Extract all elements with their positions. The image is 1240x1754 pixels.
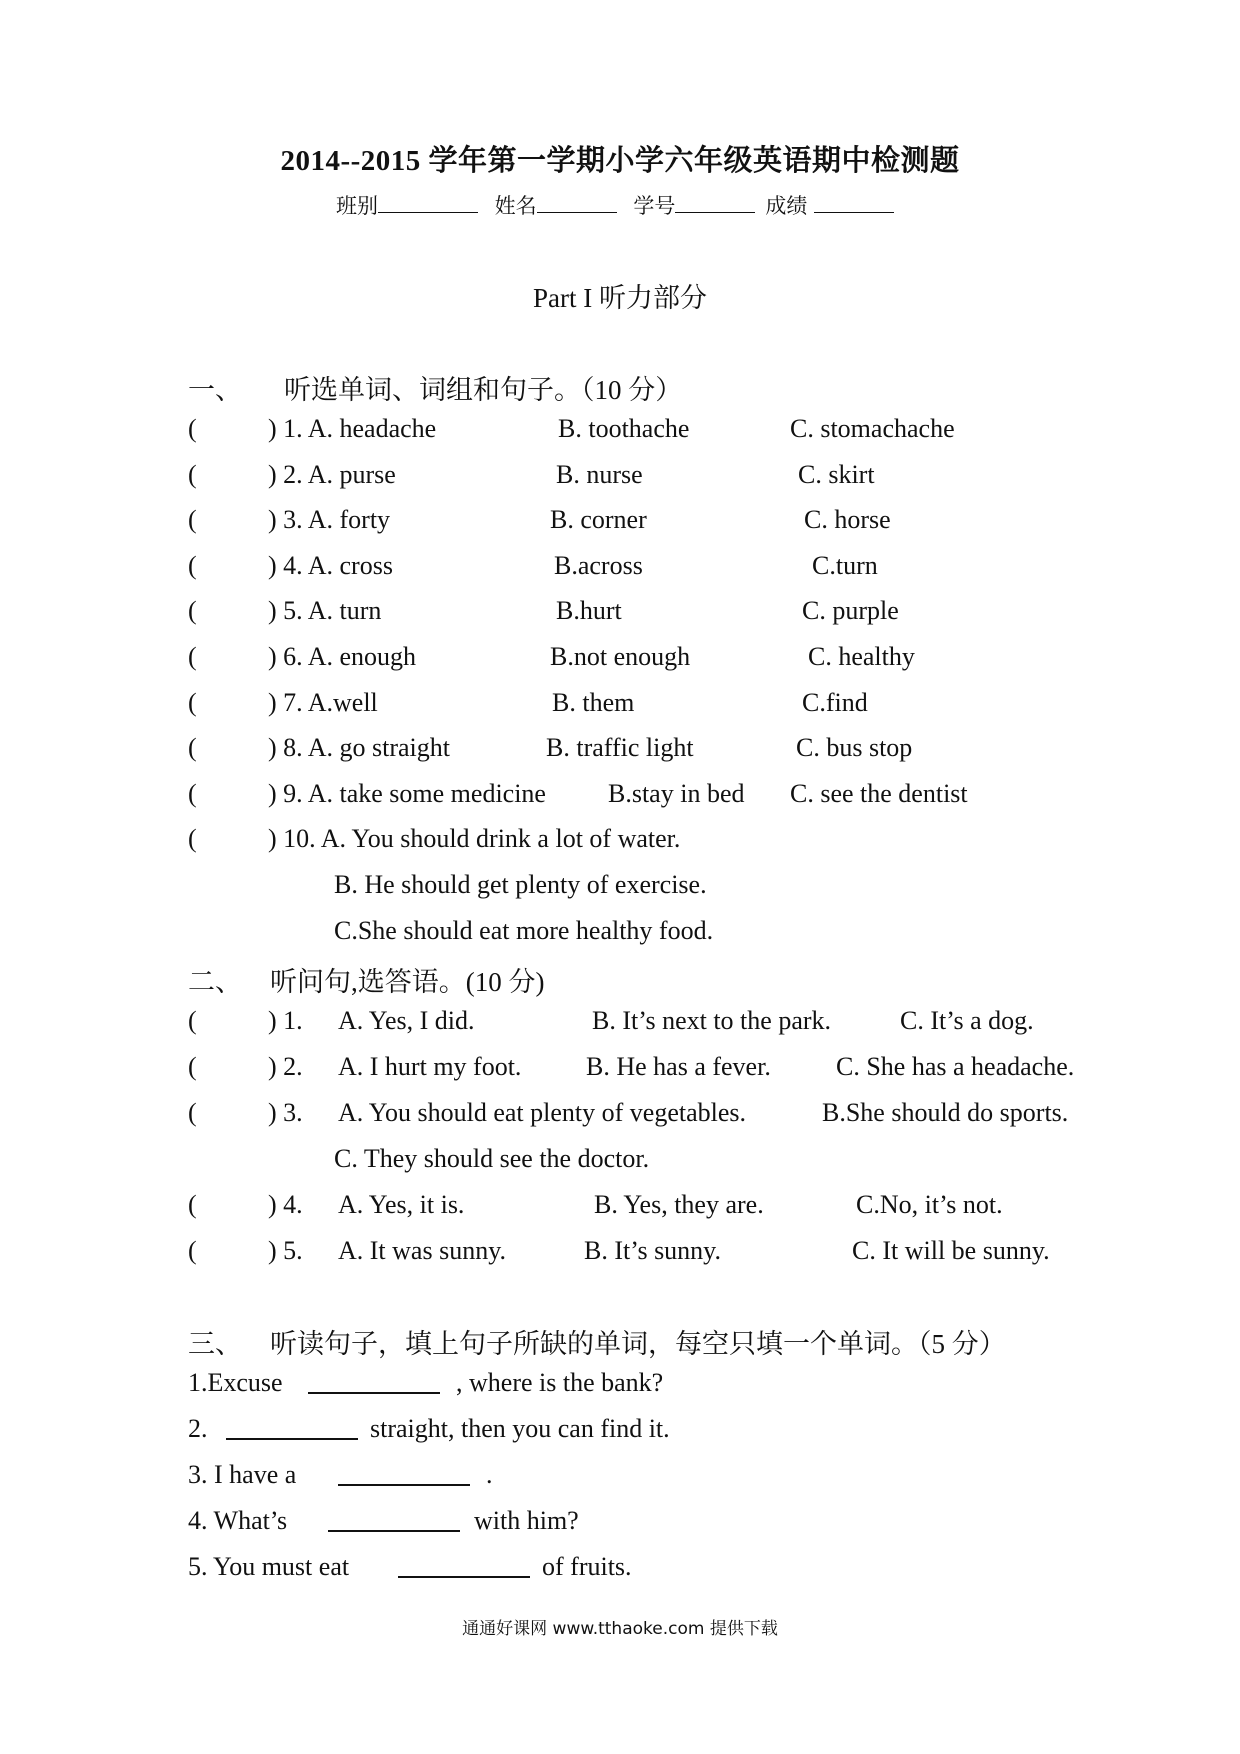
section-3-number: 三、 — [188, 1329, 242, 1359]
answer-paren-open[interactable]: ( — [188, 1098, 197, 1127]
option-b: B. He has a fever. — [586, 1052, 771, 1081]
score-blank[interactable] — [814, 194, 894, 213]
option-c: C. It will be sunny. — [852, 1236, 1050, 1265]
option-b: B.hurt — [556, 596, 622, 626]
question-number-option-a: ) 3. A. forty — [268, 505, 391, 535]
answer-paren-open[interactable]: ( — [188, 596, 197, 626]
answer-paren-open[interactable]: ( — [188, 1236, 197, 1265]
sentence-end: of fruits. — [542, 1552, 632, 1581]
section-1-heading — [188, 368, 682, 407]
student-number-blank[interactable] — [675, 194, 755, 213]
fill-in-row — [188, 1414, 1088, 1448]
section-3-title: 听读句子，填上句子所缺的单词，每空只填一个单词。（5 分） — [270, 1329, 1006, 1359]
option-b: B. toothache — [558, 414, 690, 443]
question-row — [188, 779, 1088, 813]
question-number-option-a: ) 2. A. purse — [268, 459, 396, 489]
part-title: Part I 听力部分 — [533, 283, 707, 313]
option-a: A. It was sunny. — [338, 1236, 507, 1265]
option-c: C.turn — [812, 550, 878, 580]
question-row — [188, 1190, 1148, 1224]
fill-in-row — [188, 1368, 1088, 1402]
question-row — [188, 1006, 1148, 1040]
fill-in-row — [188, 1460, 1088, 1494]
option-b: B. corner — [550, 505, 647, 535]
footer-credit: 通通好课网 www.tthaoke.com 提供下载 — [462, 1619, 778, 1639]
answer-paren-open[interactable]: ( — [188, 1006, 197, 1035]
option-c: C. stomachache — [790, 414, 955, 443]
question-number: ) 2. — [268, 1052, 303, 1081]
option-b: B.across — [554, 550, 643, 580]
question-row — [188, 596, 1088, 630]
class-blank[interactable] — [378, 194, 478, 213]
option-a: A. Yes, I did. — [338, 1006, 475, 1035]
option-b: B.stay in bed — [608, 778, 745, 808]
answer-paren-open[interactable]: ( — [188, 733, 197, 763]
option-b: B. nurse — [556, 459, 643, 489]
answer-paren-open[interactable]: ( — [188, 824, 197, 853]
exam-title: 2014--2015 学年第一学期小学六年级英语期中检测题 — [280, 145, 960, 177]
name-label: 姓名 — [494, 194, 537, 218]
sentence-start: 2. — [188, 1414, 208, 1443]
question-row — [188, 414, 1088, 448]
answer-paren-open[interactable]: ( — [188, 550, 197, 580]
option-a: A. I hurt my foot. — [338, 1052, 522, 1081]
option-c: C. It’s a dog. — [900, 1006, 1034, 1035]
question-row — [188, 642, 1088, 676]
answer-paren-open[interactable]: ( — [188, 1190, 197, 1219]
sentence-end: , where is the bank? — [456, 1368, 664, 1397]
option-c: C. horse — [804, 505, 891, 535]
question-row — [188, 733, 1088, 767]
option-a: A. Yes, it is. — [338, 1190, 465, 1219]
section-2-heading — [188, 960, 544, 999]
option-c: C. purple — [802, 596, 899, 626]
answer-paren-open[interactable]: ( — [188, 505, 197, 535]
option-c: C. bus stop — [796, 733, 913, 763]
section-1-title: 听选单词、词组和句子。（10 分） — [284, 375, 683, 405]
question-number-option-a: ) 1. A. headache — [268, 414, 437, 443]
question-row — [188, 505, 1088, 539]
question-number-option-a: ) 7. A.well — [268, 687, 378, 717]
question-number-option-a: ) 9. A. take some medicine — [268, 778, 546, 808]
option-b: B. It’s next to the park. — [592, 1006, 832, 1035]
option-b: B.not enough — [550, 642, 691, 671]
question-number-option-a: ) 5. A. turn — [268, 596, 382, 626]
question-number-option-a: ) 6. A. enough — [268, 642, 417, 671]
section-2-number: 二、 — [188, 967, 242, 997]
sentence-start: 4. What’s — [188, 1506, 288, 1535]
question-number: ) 3. — [268, 1098, 303, 1127]
option-c: C. see the dentist — [790, 778, 968, 808]
option-b: B. traffic light — [546, 733, 694, 763]
answer-blank[interactable] — [338, 1460, 470, 1486]
answer-blank[interactable] — [308, 1368, 440, 1394]
question-row — [188, 688, 1088, 722]
option-b: B.She should do sports. — [822, 1098, 1069, 1127]
sentence-start: 1.Excuse — [188, 1368, 283, 1397]
section-1-number: 一、 — [188, 375, 242, 405]
question-number: ) 1. — [268, 1006, 303, 1035]
question-row — [188, 1052, 1148, 1086]
section-3-heading — [188, 1322, 1006, 1361]
answer-paren-open[interactable]: ( — [188, 414, 197, 443]
question-row — [188, 1236, 1148, 1270]
option-c: C.No, it’s not. — [856, 1190, 1003, 1219]
score-label: 成绩 — [765, 194, 808, 218]
question-10-option-c: C.She should eat more healthy food. — [334, 916, 714, 945]
section-2-title: 听问句,选答语。(10 分) — [270, 967, 545, 997]
answer-blank[interactable] — [398, 1552, 530, 1578]
option-b: B. It’s sunny. — [584, 1236, 721, 1265]
answer-paren-open[interactable]: ( — [188, 459, 197, 489]
option-b: B. them — [552, 687, 635, 717]
question-number: ) 4. — [268, 1190, 303, 1219]
option-c: C. She has a headache. — [836, 1052, 1075, 1081]
answer-blank[interactable] — [328, 1506, 460, 1532]
fill-in-row — [188, 1506, 1088, 1540]
answer-paren-open[interactable]: ( — [188, 642, 197, 671]
question-row — [188, 1098, 1148, 1132]
question-number-option-a: ) 8. A. go straight — [268, 733, 450, 763]
class-label: 班别 — [335, 194, 378, 218]
question-10-option-a: ) 10. A. You should drink a lot of water. — [268, 824, 681, 853]
option-c: C. healthy — [808, 642, 915, 671]
answer-blank[interactable] — [226, 1414, 358, 1440]
question-number: ) 5. — [268, 1236, 303, 1265]
fill-in-row — [188, 1552, 1088, 1586]
question-3-option-c: C. They should see the doctor. — [334, 1144, 650, 1173]
option-b: B. Yes, they are. — [594, 1190, 764, 1219]
question-row — [188, 460, 1088, 494]
answer-paren-open[interactable]: ( — [188, 687, 197, 717]
name-blank[interactable] — [537, 194, 617, 213]
question-row — [188, 551, 1088, 585]
option-c: C.find — [802, 687, 868, 717]
sentence-start: 5. You must eat — [188, 1552, 350, 1581]
answer-paren-open[interactable]: ( — [188, 778, 197, 808]
sentence-end: . — [486, 1460, 493, 1489]
student-info-line — [0, 190, 1240, 220]
sentence-end: with him? — [474, 1506, 579, 1535]
option-a: A. You should eat plenty of vegetables. — [338, 1098, 747, 1127]
sentence-end: straight, then you can find it. — [370, 1414, 670, 1443]
student-number-label: 学号 — [633, 194, 676, 218]
question-number-option-a: ) 4. A. cross — [268, 550, 393, 580]
question-row — [188, 824, 1088, 858]
sentence-start: 3. I have a — [188, 1460, 297, 1489]
option-c: C. skirt — [798, 459, 875, 489]
answer-paren-open[interactable]: ( — [188, 1052, 197, 1081]
question-10-option-b: B. He should get plenty of exercise. — [334, 870, 707, 899]
